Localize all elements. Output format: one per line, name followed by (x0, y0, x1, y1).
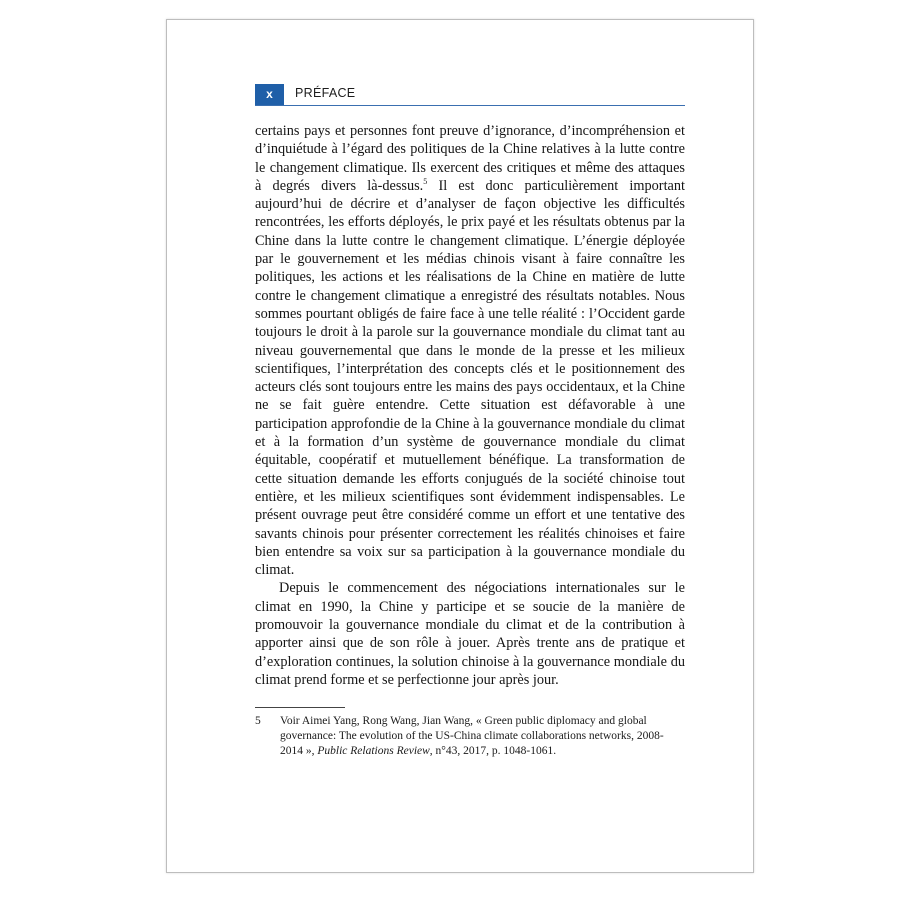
footnote-text-after: , n°43, 2017, p. 1048-1061. (429, 745, 557, 758)
footnote-reference[interactable]: 5 (423, 177, 428, 187)
book-page (166, 19, 754, 873)
footnote-journal: Public Relations Review (317, 745, 430, 758)
footnote-text-before: Voir Aimei Yang, Rong Wang, Jian Wang, « Green public diplomacy and global governance: The evolution of the US-China climate collaborations networks, 2008-2014 », (280, 715, 664, 758)
footnote-separator (255, 707, 345, 708)
paragraph-2: Depuis le commencement des négociations internationales sur le climat en 1990, la Chine y participe et se soucie de la manière de promouvoir la gouvernance mondiale du climat et de la contribution à apporter ainsi que de son rôle à jouer. Après trente ans de pratique et d’exploration continues, la solution chinoise à la gouvernance mondiale du climat prend forme et se perfectionne jour après jour. (255, 580, 685, 688)
footnote-number: 5 (255, 715, 261, 727)
footnote (255, 714, 685, 760)
page-number-badge: x (255, 84, 284, 105)
running-header (255, 84, 685, 106)
footnote-text (280, 714, 685, 760)
section-title: PRÉFACE (295, 86, 356, 100)
paragraph-1-part-a: certains pays et personnes font preuve d’ignorance, d’incompréhension et d’inquiétude à l’égard des politiques de la Chine relatives à la lutte contre le changement climatique. Ils exercent des critiques et même des attaques à degrés divers là-dessus. (255, 123, 685, 194)
body-text (255, 122, 685, 689)
paragraph-1 (255, 122, 685, 579)
paragraph-1-part-b: Il est donc particulièrement important aujourd’hui de décrire et d’analyser de façon objective les difficultés rencontrées, les efforts déployés, le prix payé et les résultats obtenus par la Chine dans la lutte contre le changement climatique. L’énergie déployée par le gouvernement et les médias chinois visant à faire connaître les politiques, les actions et les réalisations de la Chine en matière de lutte contre le changement climatique a enregistré des résultats notables. Nous sommes pourtant obligés de faire face à une telle réalité : l’Occident garde toujours le droit à la parole sur la gouvernance mondiale du climat tant au niveau gouvernemental que dans le monde de la presse et les milieux scientifiques, l’interprétation des concepts clés et le positionnement des acteurs clés sont toujours entre les mains des pays occidentaux, et la Chine ne se fait guère entendre. Cette situation est défavorable à une participation approfondie de la Chine à la gouvernance mondiale du climat et à la formation d’un système de gouvernance mondiale du climat équitable, coopératif et mutuellement bénéfique. La transformation de cette situation demande les efforts conjugués de la société chinoise tout entière, et les milieux scientifiques sont évidemment indispensables. Le présent ouvrage peut être considéré comme un effort et une tentative des savants chinois pour présenter correctement les réalités chinoises et faire bien entendre sa voix sur sa participation à la gouvernance mondiale du climat. (255, 177, 686, 579)
